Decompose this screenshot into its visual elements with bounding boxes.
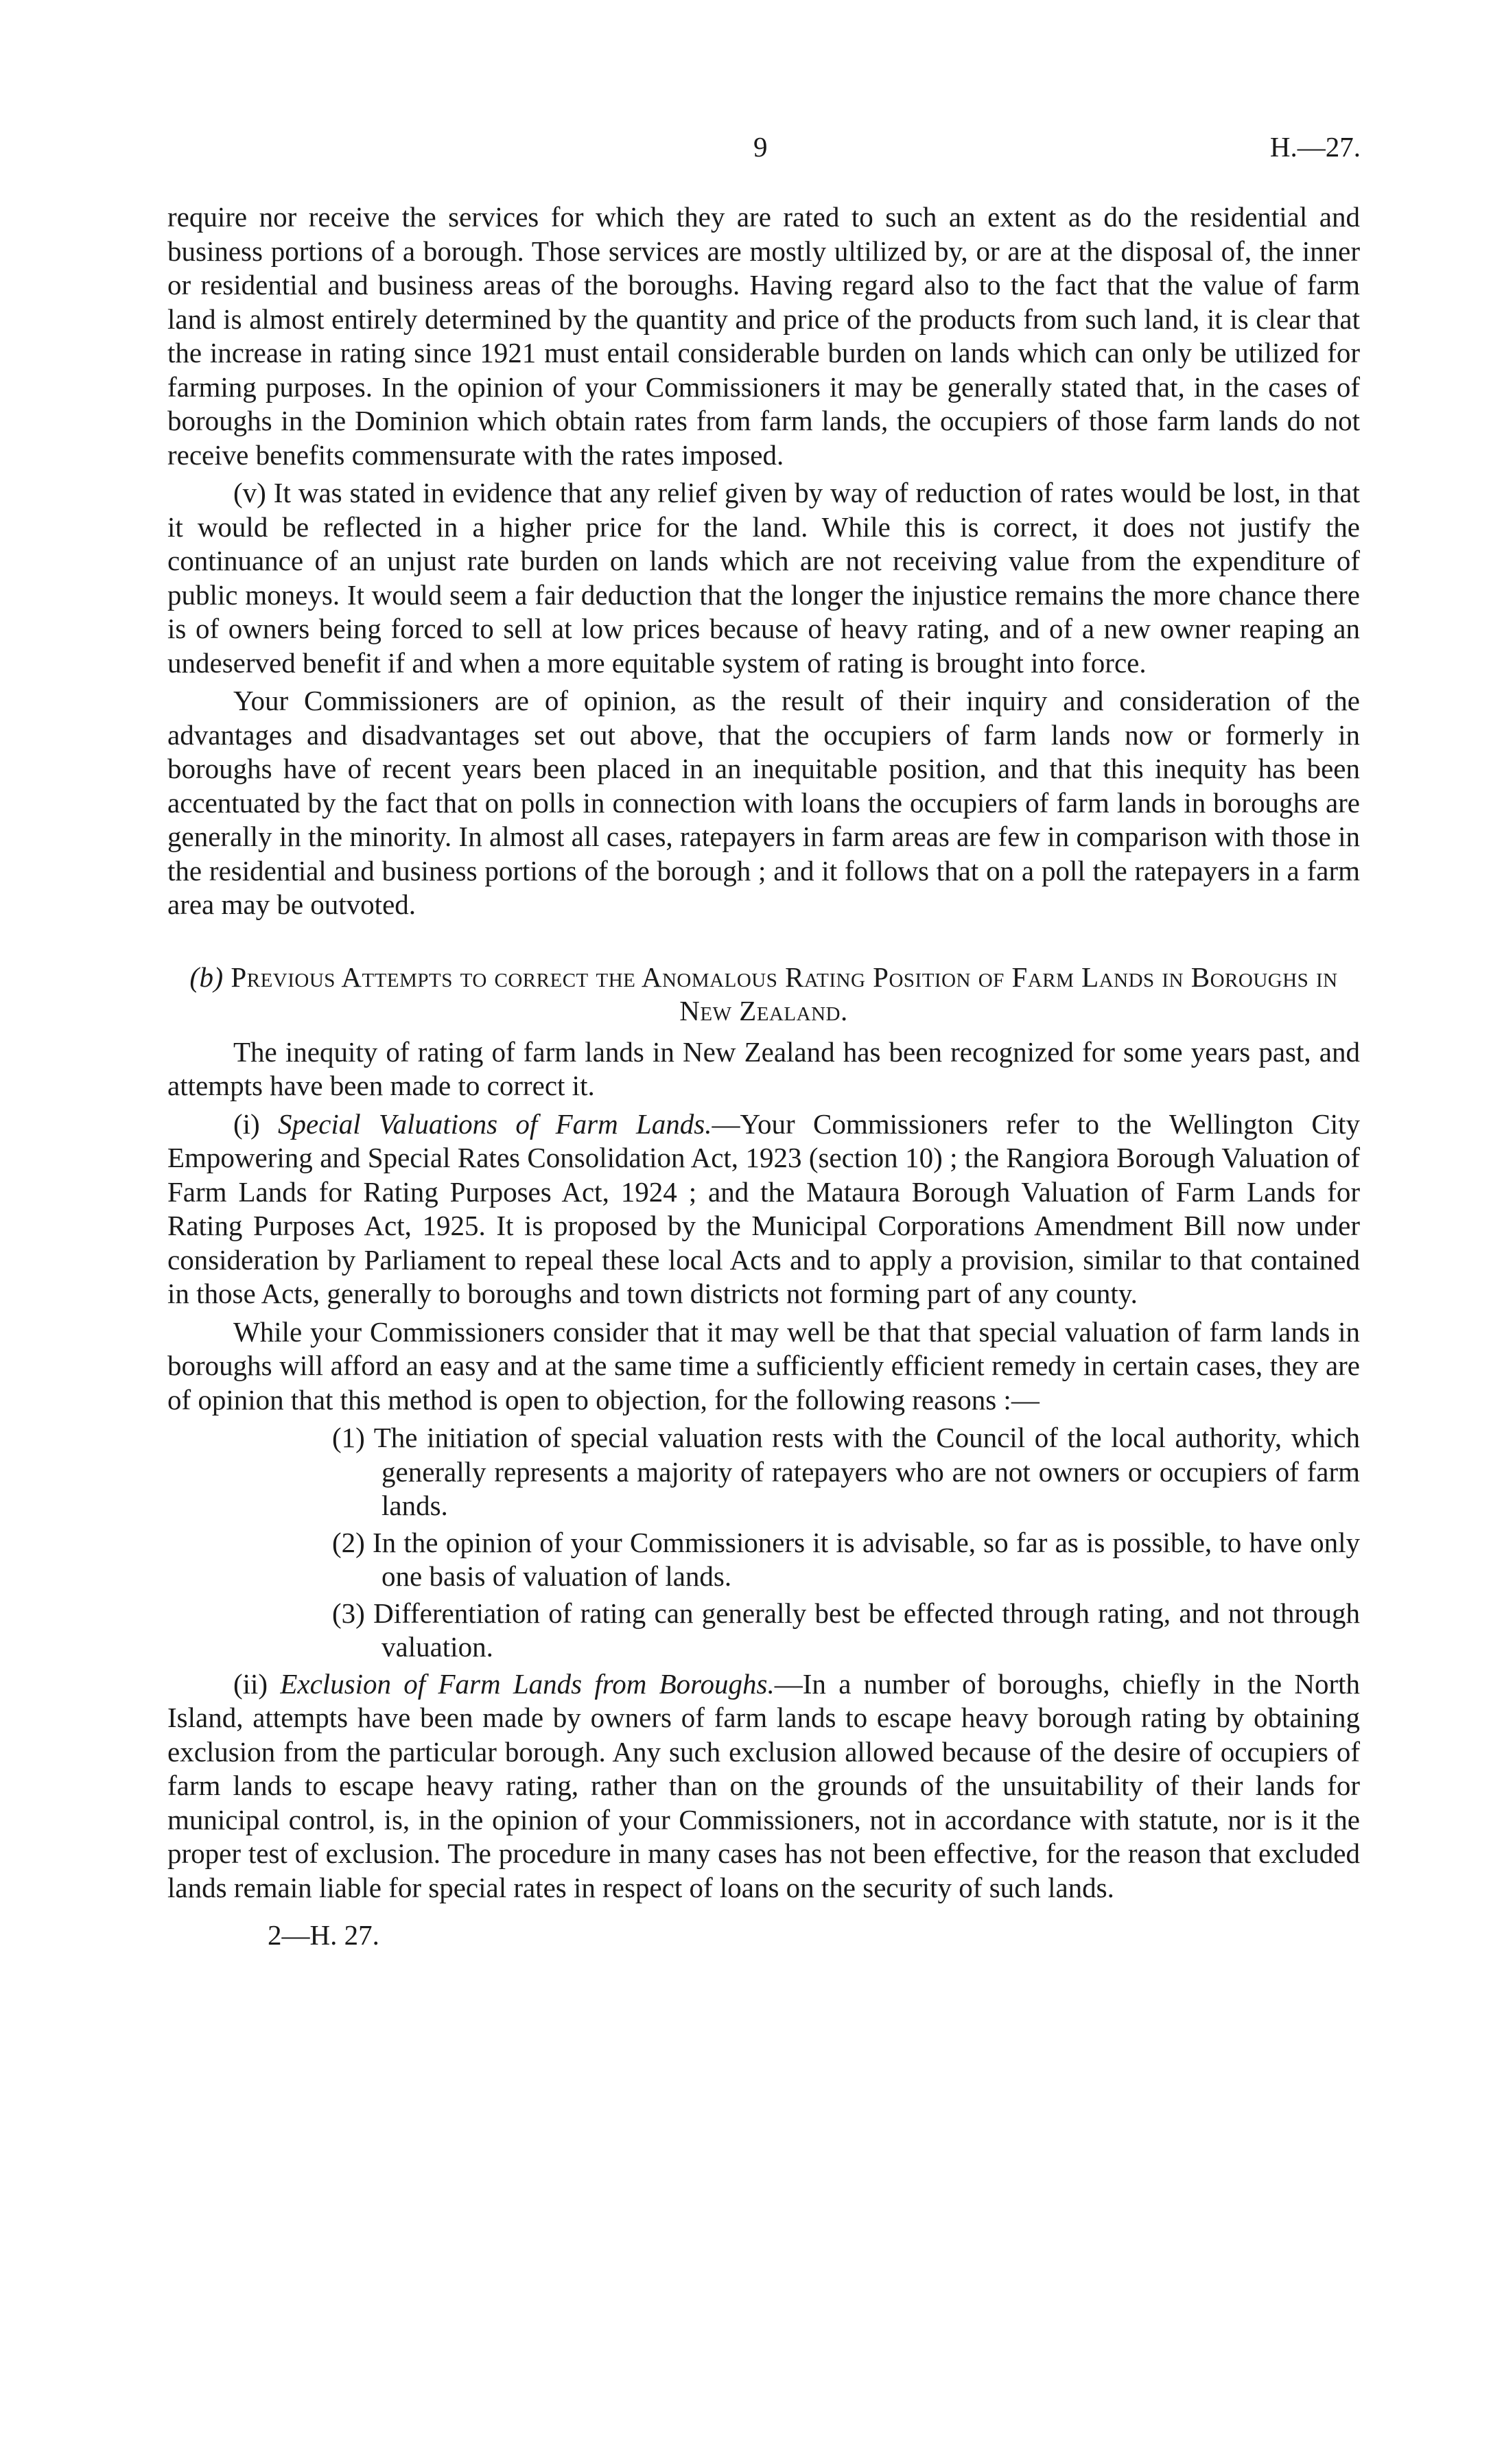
item-ii-text: —In a number of boroughs, chiefly in the North Island, attempts have been made by owners of farm lands to escape heavy borough rating by obtaining exclusion from the particular borough. Any such exclusion allowed because of the desire of occupiers of farm lands to escape heavy rating, rather than on the grounds of the unsuitability of their lands for municipal control, is, in the opinion of your Commissioners, not in accordance with statute, nor is it the proper test of exclusion. The procedure in many cases has not been effective, for the reason that excluded lands remain liable for special rates in respect of loans on the security of such lands.: [167, 1667, 1360, 1903]
reason-2: (2) In the opinion of your Commissioners it is advisable, so far as is possible, to have only one basis of valuation of lands.: [332, 1526, 1360, 1592]
page-number: 9: [753, 131, 768, 163]
reason-1: (1) The initiation of special valuation rests with the Council of the local authority, which generally represents a majority of ratepayers who are not owners or occupiers of farm lands.: [332, 1422, 1360, 1521]
reason-3: (3) Differentiation of rating can generally best be effected through rating, and not through valuation.: [332, 1597, 1360, 1663]
paragraph-commissioners-opinion: Your Commissioners are of opinion, as the result of their inquiry and consideration of the advantages and disadvantages set out above, that the occupiers of farm lands now or formerly in boroughs have of recent years been placed in an inequitable position, and that this inequity has been accentuated by the fact that on polls in connection with loans the occupiers of farm lands in boroughs are generally in the minority. In almost all cases, ratepayers in farm areas are few in comparison with those in the residential and business portions of the borough ; and it follows that on a poll the ratepayers in a farm area may be outvoted.: [167, 685, 1360, 920]
body-text: [167, 200, 1360, 1953]
item-ii-prefix: (ii): [233, 1667, 281, 1700]
item-ii-title: Exclusion of Farm Lands from Boroughs.: [280, 1667, 775, 1700]
section-heading-b: [167, 961, 1360, 1029]
page-header: [0, 130, 1491, 172]
section-number: (b): [189, 961, 224, 993]
item-i-prefix: (i): [233, 1107, 278, 1140]
section-heading-text: Previous Attempts to correct the Anomalous Rating Position of Farm Lands in Boroughs in New Zealand.: [231, 961, 1338, 1026]
item-i-title: Special Valuations of Farm Lands.: [278, 1107, 712, 1140]
paragraph-while: While your Commissioners consider that it may well be that that special valuation of farm lands in boroughs will afford an easy and at the same time a sufficiently efficient remedy in certain cases, they are of opinion that this method is open to objection, for the following reasons :—: [167, 1315, 1360, 1416]
item-i-text: —Your Commissioners refer to the Wellington City Empowering and Special Rates Consolidation Act, 1923 (section 10) ; the Rangiora Borough Valuation of Farm Lands for Rating Purposes Act, 1924 ; and the Mataura Borough Valuation of Farm Lands for Rating Purposes Act, 1925. It is proposed by the Municipal Corporations Amendment Bill now under consideration by Parliament to repeal these local Acts and to apply a provision, similar to that contained in those Acts, generally to boroughs and town districts not forming part of any county.: [167, 1107, 1360, 1309]
paragraph-item-ii: [167, 1667, 1360, 1905]
paragraph-item-i: [167, 1107, 1360, 1311]
document-reference: H.—27.: [1269, 131, 1361, 163]
paragraph-continuation: require nor receive the services for which they are rated to such an extent as do the residential and business portions of a borough. Those services are mostly ultilized by, or are at the disposal of, the inner or residential and business areas of the boroughs. Having regard also to the fact that the value of farm land is almost entirely determined by the quantity and price of the products from such land, it is clear that the increase in rating since 1921 must entail considerable burden on lands which can only be utilized for farming purposes. In the opinion of your Commissioners it may be generally stated that, in the cases of boroughs in the Dominion which obtain rates from farm lands, the occupiers of those farm lands do not receive benefits commensurate with the rates imposed.: [167, 201, 1360, 471]
section-b-intro: The inequity of rating of farm lands in New Zealand has been recognized for some years past, and attempts have been made to correct it.: [167, 1035, 1360, 1101]
signature-mark: 2—H. 27.: [268, 1919, 379, 1951]
paragraph-item-v: (v) It was stated in evidence that any relief given by way of reduction of rates would be lost, in that it would be reflected in a higher price for the land. While this is correct, it does not justify the continuance of an unjust rate burden on lands which are not receiving value from the expenditure of public moneys. It would seem a fair deduction that the longer the injustice remains the more chance there is of owners being forced to sell at low prices because of heavy rating, and of a new owner reaping an undeserved benefit if and when a more equitable system of rating is brought into force.: [167, 477, 1360, 679]
